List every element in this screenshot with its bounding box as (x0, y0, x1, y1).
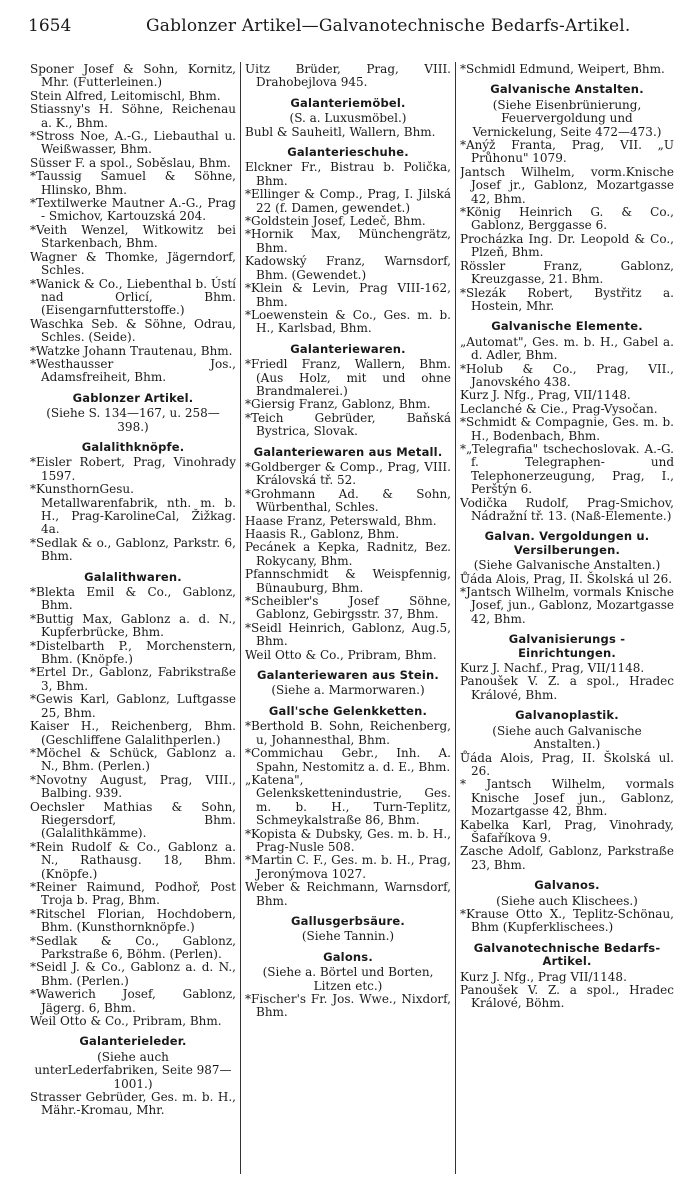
section-heading: Galvanische Anstalten. (490, 82, 644, 97)
directory-entry: *„Telegrafia" tschechoslovak. A.-G. f. Telegraphen- und Telephonerzeugung, Prag, I., Perštýn 6. (460, 441, 674, 497)
section-heading: Galalithwaren. (84, 569, 182, 584)
page-header (28, 16, 668, 44)
directory-entry: Pfannschmidt & Weispfennig, Bünauburg, Bhm. (245, 567, 451, 595)
section-heading: Galvanische Elemente. (491, 319, 643, 334)
directory-entry: Süsser F. a spol., Soběslau, Bhm. (30, 155, 231, 170)
directory-column-2 (245, 63, 451, 1183)
section-heading: Galvan. Vergoldungen u. Versilberungen. (484, 529, 650, 557)
column-divider-1 (240, 62, 241, 1174)
section-heading: Galanteriewaren aus Metall. (253, 444, 443, 459)
directory-entry: *Blekta Emil & Co., Gablonz, Bhm. (30, 585, 236, 613)
section-heading: Galanterieleder. (79, 1034, 187, 1049)
directory-entry: *Rein Rudolf & Co., Gablonz a. N., Rathausg. 18, Bhm. (Knöpfe.) (30, 839, 236, 881)
directory-entry: Procházka Ing. Dr. Leopold & Co., Plzeň, Bhm. (460, 231, 674, 260)
directory-entry: *Fischer's Fr. Jos. Wwe., Nixdorf, Bhm. (245, 992, 451, 1020)
directory-entry: *Klein & Levin, Prag VIII-162, Bhm. (245, 281, 451, 309)
cross-reference-note: (Siehe Eisenbrünierung, Feuervergoldung und Vernickelung, Seite 472—473.) (472, 97, 662, 139)
section-heading: Galanteriemöbel. (290, 95, 406, 110)
directory-entry: Wagner & Thomke, Jägerndorf, Schles. (30, 249, 236, 278)
directory-entry: *Ellinger & Comp., Prag, I. Jilská 22 (f. Damen, gewendet.) (245, 187, 451, 215)
section-heading: Galanteriewaren aus Stein. (257, 668, 439, 683)
directory-entry: *Sedlak & o., Gablonz, Parkstr. 6, Bhm. (30, 535, 236, 564)
directory-entry: *Reiner Raimund, Podhoř, Post Troja b. Prag, Bhm. (30, 879, 236, 908)
directory-entry: *Veith Wenzel, Witkowitz bei Starkenbach, Bhm. (30, 222, 236, 251)
directory-entry: Elckner Fr., Bistrau b. Polička, Bhm. (245, 160, 451, 188)
directory-entry: *Gewis Karl, Gablonz, Luftgasse 25, Bhm. (30, 692, 236, 720)
directory-entry: *KunsthornGesu. Metallwarenfabrik, nth. m. b. H., Prag-KarolineCal, Žižkag. 4a. (30, 482, 236, 537)
directory-entry: *Grohmann Ad. & Sohn, Würbenthal, Schles. (245, 486, 451, 515)
cross-reference-note: (Siehe a. Marmorwaren.) (271, 683, 425, 698)
section-heading: Galvanos. (534, 878, 600, 893)
directory-entry: Uitz Brüder, Prag, VIII. Drahobejlova 945. (245, 63, 451, 90)
directory-entry: *Slezák Robert, Bystřitz a. Hostein, Mhr. (460, 285, 674, 313)
directory-entry: *Loewenstein & Co., Ges. m. b. H., Karlsbad, Bhm. (245, 307, 451, 336)
directory-entry: Panoušek V. Z. a spol., Hradec Králové, Böhm. (460, 983, 674, 1011)
running-title: Gablonzer Artikel—Galvanotechnische Bedarfs-Artikel. (146, 16, 631, 36)
section-heading: Gallusgerbsäure. (291, 913, 405, 928)
cross-reference-note: (Siehe Galvanische Anstalten.) (473, 558, 661, 573)
cross-reference-note: (Siehe S. 134—167, u. 258—398.) (46, 406, 220, 434)
directory-entry: *Schmidl Edmund, Weipert, Bhm. (460, 63, 665, 76)
directory-entry: *Sedlak & Co., Gablonz, Parkstraße 6, Böhm. (Perlen). (30, 933, 236, 961)
directory-entry: *Schmidt & Compagnie, Ges. m. b. H., Bodenbach, Bhm. (460, 415, 674, 443)
directory-entry: *Goldberger & Comp., Prag, VIII. Královská tř. 52. (245, 459, 451, 488)
directory-entry: *Novotny August, Prag, VIII., Balbing. 939. (30, 772, 236, 801)
cross-reference-note: (Siehe auch Galvanische Anstalten.) (492, 723, 642, 752)
directory-entry: Kurz J. Nfg., Prag VII/1148. (460, 969, 627, 984)
page-number: 1654 (28, 16, 72, 36)
section-heading: Galons. (323, 949, 373, 964)
directory-entry: *Seidl Heinrich, Gablonz, Aug.5, Bhm. (245, 620, 451, 649)
directory-entry: *Krause Otto X., Teplitz-Schönau, Bhm (Kupferklischees.) (460, 906, 674, 935)
section-heading: Galvanotechnische Bedarfs-Artikel. (473, 940, 661, 969)
directory-entry: *Ritschel Florian, Hochdobern, Bhm. (Kunsthornknöpfe.) (30, 906, 236, 935)
directory-entry: *Scheibler's Josef Söhne, Gablonz, Gebirgsstr. 37, Bhm. (245, 594, 451, 622)
directory-entry: Waschka Seb. & Söhne, Odrau, Schles. (Seide). (30, 316, 236, 345)
directory-entry: *Westhausser Jos., Adamsfreiheit, Bhm. (30, 356, 236, 385)
directory-entry: Haasis R., Gablonz, Bhm. (245, 527, 400, 541)
directory-entry: Kurz J. Nachf., Prag, VII/1148. (460, 661, 645, 676)
directory-entry: *Goldstein Josef, Ledeč, Bhm. (245, 214, 426, 229)
section-heading: Galanterieschuhe. (287, 145, 409, 160)
directory-entry: „Automat", Ges. m. b. H., Gabel a. d. Adler, Bhm. (460, 334, 674, 363)
directory-entry: *Ertel Dr., Gablonz, Fabrikstraße 3, Bhm. (30, 665, 236, 693)
cross-reference-note: (S. a. Luxusmöbel.) (289, 111, 407, 126)
directory-entry: „Katena", Gelenkskettenindustrie, Ges. m. b. H., Turn-Teplitz, Schmeykalstraße 86, Bhm. (245, 772, 451, 828)
directory-entry: Pecánek a Kepka, Radnitz, Bez. Rokycany, Bhm. (245, 540, 451, 568)
directory-entry: *Watzke Johann Trautenau, Bhm. (30, 343, 233, 358)
directory-entry: *Commichau Gebr., Inh. A. Spahn, Nestomitz a. d. E., Bhm. (245, 746, 451, 774)
directory-entry: *Holub & Co., Prag, VII., Janovského 438. (460, 361, 674, 389)
directory-column-1 (30, 63, 236, 1183)
column-divider-2 (455, 62, 456, 1174)
directory-entry: *Teich Gebrüder, Baňská Bystrica, Slovak. (245, 410, 451, 439)
directory-entry: *Anýž Franta, Prag, VII. „U Průhonu" 1079. (460, 138, 674, 166)
cross-reference-note: (Siehe auch Klischees.) (496, 893, 638, 908)
directory-entry: *Seidl J. & Co., Gablonz a. d. N., Bhm. (Perlen.) (30, 960, 236, 988)
directory-entry: Stiassny's H. Söhne, Reichenau a. K., Bhm. (30, 102, 236, 130)
section-heading: Gablonzer Artikel. (72, 390, 194, 405)
directory-entry: Bubl & Sauheitl, Wallern, Bhm. (245, 124, 436, 139)
directory-entry: Ůáda Alois, Prag, II. Školská ul. 26. (460, 750, 674, 778)
section-heading: Galvanoplastik. (515, 708, 619, 723)
directory-entry: Weil Otto & Co., Pribram, Bhm. (30, 1014, 222, 1029)
section-heading: Gall'sche Gelenkketten. (268, 703, 428, 718)
directory-entry: Sponer Josef & Sohn, Kornitz, Mhr. (Futterleinen.) (30, 63, 236, 90)
section-heading: Galvanisierungs - Einrichtungen. (508, 632, 626, 660)
directory-entry: Zasche Adolf, Gablonz, Parkstraße 23, Bhm. (460, 844, 674, 872)
directory-entry: Rössler Franz, Gablonz, Kreuzgasse, 21. Bhm. (460, 258, 674, 287)
directory-column-3 (460, 63, 674, 1183)
directory-entry: Haase Franz, Peterswald, Bhm. (245, 513, 437, 528)
cross-reference-note: (Siehe Tannin.) (301, 929, 395, 944)
directory-entry: *Stross Noe, A.-G., Liebauthal u. Weißwasser, Bhm. (30, 129, 236, 157)
directory-entry: Leclanché & Cie., Prag-Vysočan. (460, 401, 658, 416)
directory-entry: Jantsch Wilhelm, vorm.Knische Josef jr., Gablonz, Mozartgasse 42, Bhm. (460, 164, 674, 206)
directory-entry: *Berthold B. Sohn, Reichenberg, u, Johannesthal, Bhm. (245, 719, 451, 747)
directory-entry: *Eisler Robert, Prag, Vinohrady 1597. (30, 455, 236, 483)
directory-entry: Strasser Gebrüder, Ges. m. b. H., Mähr.-Kromau, Mhr. (30, 1090, 236, 1118)
directory-entry: *König Heinrich G. & Co., Gablonz, Berggasse 6. (460, 205, 674, 233)
directory-entry: Stein Alfred, Leitomischl, Bhm. (30, 88, 221, 103)
directory-entry: *Taussig Samuel & Söhne, Hlinsko, Bhm. (30, 169, 236, 197)
directory-entry: Panoušek V. Z. a spol., Hradec Králové, Bhm. (460, 674, 674, 702)
cross-reference-note: (Siehe a. Börtel und Borten, Litzen etc.) (262, 965, 434, 993)
directory-entry: *Möchel & Schück, Gablonz a. N., Bhm. (Perlen.) (30, 745, 236, 774)
directory-entry: Kurz J. Nfg., Prag, VII/1148. (460, 388, 631, 403)
cross-reference-note: (Siehe auch unterLederfabriken, Seite 987—1001.) (34, 1049, 232, 1091)
directory-entry: *Hornik Max, Münchengrätz, Bhm. (245, 227, 451, 255)
section-heading: Galanteriewaren. (290, 341, 406, 356)
directory-entry: Weil Otto & Co., Pribram, Bhm. (245, 647, 437, 662)
directory-entry: Ůáda Alois, Prag, II. Školská ul 26. (460, 571, 673, 586)
directory-entry: *Giersig Franz, Gablonz, Bhm. (245, 397, 431, 412)
directory-entry: * Jantsch Wilhelm, vormals Knische Josef jun., Gablonz, Mozartgasse 42, Bhm. (460, 777, 674, 819)
directory-entry: Kabelka Karl, Prag, Vinohrady, Šafaříkova 9. (460, 817, 674, 845)
directory-entry: Vodička Rudolf, Prag-Smichov, Nádražní tř. 13. (Naß-Elemente.) (460, 495, 674, 523)
directory-entry: *Distelbarth P., Morchenstern, Bhm. (Knöpfe.) (30, 638, 236, 667)
directory-entry: *Kopista & Dubsky, Ges. m. b. H., Prag-Nusle 508. (245, 826, 451, 854)
directory-entry: *Buttig Max, Gablonz a. d. N., Kupferbrücke, Bhm. (30, 611, 236, 640)
directory-entry: *Friedl Franz, Wallern, Bhm. (Aus Holz, mit und ohne Brandmalerei.) (245, 357, 451, 398)
directory-entry: *Martin C. F., Ges. m. b. H., Prag, Jeronýmova 1027. (245, 853, 451, 881)
directory-entry: Oechsler Mathias & Sohn, Riegersdorf, Bhm. (Galalithkämme). (30, 799, 236, 841)
directory-entry: *Jantsch Wilhelm, vormals Knische Josef, jun., Gablonz, Mozartgasse 42, Bhm. (460, 585, 674, 626)
directory-entry: *Wawerich Josef, Gablonz, Jägerg. 6, Bhm. (30, 987, 236, 1015)
directory-entry: *Wanick & Co., Liebenthal b. Ústí nad Orlicí, Bhm. (Eisengarnfutterstoffe.) (30, 276, 236, 318)
directory-entry: Kadowský Franz, Warnsdorf, Bhm. (Gewendet.) (245, 254, 451, 282)
directory-entry: Weber & Reichmann, Warnsdorf, Bhm. (245, 880, 451, 908)
section-heading: Galalithknöpfe. (81, 439, 185, 454)
directory-entry: Kaiser H., Reichenberg, Bhm. (Geschliffene Galalithperlen.) (30, 719, 236, 747)
directory-entry: *Textilwerke Mautner A.-G., Prag - Smichov, Kartouzská 204. (30, 196, 236, 224)
